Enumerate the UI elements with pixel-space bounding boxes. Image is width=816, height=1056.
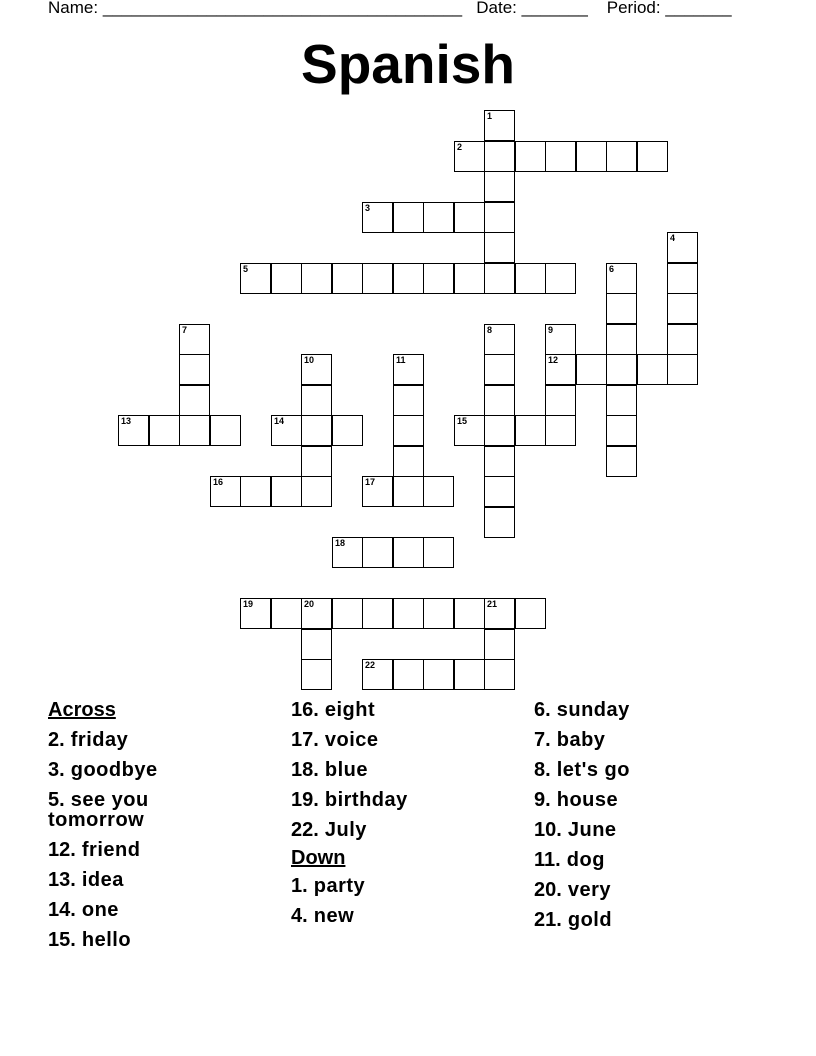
clue-item [48, 790, 198, 830]
cell-number: 5 [243, 264, 249, 274]
clue-item [48, 870, 198, 890]
grid-cell[interactable] [179, 324, 210, 355]
grid-cell[interactable] [301, 263, 332, 294]
clue-number: 16. [291, 699, 319, 721]
clue-item [291, 790, 441, 810]
grid-cell[interactable] [667, 324, 698, 355]
grid-cell[interactable] [271, 263, 302, 294]
cell-number: 10 [304, 355, 315, 365]
cell-number: 19 [243, 599, 254, 609]
clue-text: goodbye [64, 759, 158, 781]
cell-number: 7 [182, 325, 188, 335]
clue-text: birthday [318, 789, 408, 811]
clue-text: new [307, 905, 355, 927]
clue-item [534, 880, 684, 900]
cell-number: 17 [365, 477, 376, 487]
clue-text: hello [75, 929, 132, 951]
clue-item [534, 910, 684, 930]
grid-cell[interactable] [393, 202, 424, 233]
clue-column-1 [48, 700, 198, 960]
name-label: Name: [48, 0, 99, 17]
clue-text: baby [550, 729, 606, 751]
clue-number: 17. [291, 729, 319, 751]
grid-cell[interactable] [606, 141, 637, 172]
grid-cell[interactable] [271, 476, 302, 507]
grid-cell[interactable] [454, 263, 485, 294]
grid-cell[interactable] [545, 141, 576, 172]
grid-cell[interactable] [179, 415, 210, 446]
across-heading: Across [48, 699, 116, 721]
cell-number: 22 [365, 660, 376, 670]
grid-cell[interactable] [240, 476, 271, 507]
clue-text: blue [318, 759, 368, 781]
grid-cell[interactable] [332, 263, 363, 294]
clue-number: 2. [48, 729, 65, 751]
grid-cell[interactable] [606, 324, 637, 355]
clue-item [534, 730, 684, 750]
grid-cell[interactable] [454, 202, 485, 233]
clue-item [48, 730, 198, 750]
grid-cell[interactable] [667, 293, 698, 324]
grid-cell[interactable] [118, 415, 149, 446]
grid-cell[interactable] [149, 415, 180, 446]
grid-cell[interactable] [606, 293, 637, 324]
cell-number: 16 [213, 477, 224, 487]
grid-cell[interactable] [515, 263, 546, 294]
grid-cell[interactable] [301, 659, 332, 690]
grid-cell[interactable] [423, 598, 454, 629]
clue-number: 20. [534, 879, 562, 901]
clue-number: 5. [48, 789, 65, 811]
clue-number: 11. [534, 849, 561, 871]
grid-cell[interactable] [484, 476, 515, 507]
grid-cell[interactable] [606, 263, 637, 294]
grid-cell[interactable] [271, 598, 302, 629]
cell-number: 2 [457, 142, 463, 152]
clue-item [291, 730, 441, 750]
grid-cell[interactable] [545, 385, 576, 416]
grid-cell[interactable] [393, 537, 424, 568]
clue-column-2 [291, 700, 441, 936]
grid-cell[interactable] [484, 232, 515, 263]
cell-number: 20 [304, 599, 315, 609]
grid-cell[interactable] [484, 507, 515, 538]
clue-item [534, 850, 684, 870]
clue-text: gold [561, 909, 613, 931]
down-clue-list [291, 876, 441, 926]
clue-item [48, 900, 198, 920]
grid-cell[interactable] [393, 385, 424, 416]
clue-text: see you tomorrow [48, 789, 149, 831]
grid-cell[interactable] [484, 354, 515, 385]
clue-number: 6. [534, 699, 551, 721]
period-blank[interactable]: _______ [665, 0, 732, 17]
clue-item [291, 760, 441, 780]
grid-cell[interactable] [393, 476, 424, 507]
page-title: Spanish [301, 33, 515, 95]
clue-number: 15. [48, 929, 76, 951]
grid-cell[interactable] [301, 476, 332, 507]
grid-cell[interactable] [301, 446, 332, 477]
grid-cell[interactable] [362, 598, 393, 629]
grid-cell[interactable] [332, 415, 363, 446]
grid-cell[interactable] [576, 354, 607, 385]
grid-cell[interactable] [301, 415, 332, 446]
grid-cell[interactable] [454, 415, 485, 446]
cell-number: 4 [670, 233, 676, 243]
grid-cell[interactable] [667, 263, 698, 294]
clue-text: idea [75, 869, 124, 891]
grid-cell[interactable] [484, 110, 515, 141]
grid-cell[interactable] [393, 598, 424, 629]
clue-item [534, 820, 684, 840]
name-blank[interactable]: ______________________________________ [102, 0, 463, 17]
clue-text: very [561, 879, 612, 901]
clue-text: July [318, 819, 367, 841]
clue-text: one [75, 899, 119, 921]
grid-cell[interactable] [179, 354, 210, 385]
down-clue-list-continued [534, 700, 684, 930]
grid-cell[interactable] [606, 354, 637, 385]
grid-cell[interactable] [606, 385, 637, 416]
grid-cell[interactable] [454, 659, 485, 690]
grid-cell[interactable] [423, 263, 454, 294]
grid-cell[interactable] [362, 537, 393, 568]
grid-cell[interactable] [637, 141, 668, 172]
grid-cell[interactable] [393, 446, 424, 477]
grid-cell[interactable] [362, 659, 393, 690]
clue-text: friday [64, 729, 129, 751]
grid-cell[interactable] [423, 476, 454, 507]
clue-item [48, 930, 198, 950]
cell-number: 12 [548, 355, 559, 365]
clue-item [291, 820, 441, 840]
grid-cell[interactable] [606, 446, 637, 477]
clue-item [291, 700, 441, 720]
clue-text: eight [318, 699, 376, 721]
cell-number: 21 [487, 599, 498, 609]
grid-cell[interactable] [484, 324, 515, 355]
clue-number: 3. [48, 759, 65, 781]
grid-cell[interactable] [545, 354, 576, 385]
clue-number: 13. [48, 869, 76, 891]
clue-number: 21. [534, 909, 562, 931]
clue-item [534, 760, 684, 780]
cell-number: 8 [487, 325, 493, 335]
grid-cell[interactable] [393, 659, 424, 690]
grid-cell[interactable] [271, 415, 302, 446]
cell-number: 3 [365, 203, 371, 213]
cell-number: 9 [548, 325, 554, 335]
grid-cell[interactable] [484, 446, 515, 477]
grid-cell[interactable] [484, 385, 515, 416]
clue-number: 7. [534, 729, 551, 751]
cell-number: 18 [335, 538, 346, 548]
clue-number: 22. [291, 819, 319, 841]
down-heading: Down [291, 847, 346, 869]
grid-cell[interactable] [362, 202, 393, 233]
grid-cell[interactable] [637, 354, 668, 385]
grid-cell[interactable] [210, 415, 241, 446]
grid-cell[interactable] [484, 598, 515, 629]
grid-cell[interactable] [423, 537, 454, 568]
grid-cell[interactable] [515, 598, 546, 629]
cell-number: 15 [457, 416, 468, 426]
cell-number: 6 [609, 264, 615, 274]
clue-item [291, 876, 441, 896]
grid-cell[interactable] [423, 659, 454, 690]
grid-cell[interactable] [301, 629, 332, 660]
grid-cell[interactable] [515, 415, 546, 446]
clue-number: 12. [48, 839, 76, 861]
clue-text: party [307, 875, 366, 897]
grid-cell[interactable] [362, 476, 393, 507]
clue-number: 4. [291, 905, 308, 927]
grid-cell[interactable] [576, 141, 607, 172]
grid-cell[interactable] [484, 629, 515, 660]
grid-cell[interactable] [210, 476, 241, 507]
cell-number: 14 [274, 416, 285, 426]
across-clue-list [48, 730, 198, 950]
period-label: Period: [606, 0, 661, 17]
cell-number: 13 [121, 416, 132, 426]
grid-cell[interactable] [515, 141, 546, 172]
grid-cell[interactable] [240, 263, 271, 294]
clue-number: 10. [534, 819, 562, 841]
grid-cell[interactable] [454, 141, 485, 172]
grid-cell[interactable] [423, 202, 454, 233]
grid-cell[interactable] [332, 598, 363, 629]
grid-cell[interactable] [484, 415, 515, 446]
grid-cell[interactable] [454, 598, 485, 629]
clue-number: 18. [291, 759, 319, 781]
grid-cell[interactable] [332, 537, 363, 568]
grid-cell[interactable] [484, 659, 515, 690]
grid-cell[interactable] [545, 324, 576, 355]
grid-cell[interactable] [484, 202, 515, 233]
clue-number: 9. [534, 789, 551, 811]
grid-cell[interactable] [606, 415, 637, 446]
clue-text: June [561, 819, 617, 841]
cell-number: 1 [487, 111, 493, 121]
grid-cell[interactable] [484, 171, 515, 202]
clue-text: house [550, 789, 619, 811]
grid-cell[interactable] [301, 354, 332, 385]
date-blank[interactable]: _______ [521, 0, 588, 17]
grid-cell[interactable] [301, 598, 332, 629]
across-clue-list-continued [291, 700, 441, 840]
clue-number: 19. [291, 789, 319, 811]
clue-text: dog [560, 849, 605, 871]
grid-cell[interactable] [393, 415, 424, 446]
grid-cell[interactable] [362, 263, 393, 294]
grid-cell[interactable] [393, 263, 424, 294]
grid-cell[interactable] [393, 354, 424, 385]
clue-text: voice [318, 729, 379, 751]
clue-item [48, 840, 198, 860]
clue-number: 1. [291, 875, 308, 897]
clue-number: 8. [534, 759, 551, 781]
clue-item [48, 760, 198, 780]
grid-cell[interactable] [301, 385, 332, 416]
grid-cell[interactable] [545, 415, 576, 446]
grid-cell[interactable] [667, 232, 698, 263]
grid-cell[interactable] [179, 385, 210, 416]
clue-text: friend [75, 839, 141, 861]
grid-cell[interactable] [667, 354, 698, 385]
clue-number: 14. [48, 899, 76, 921]
clue-item [534, 790, 684, 810]
date-label: Date: [476, 0, 517, 17]
cell-number: 11 [396, 355, 406, 365]
grid-cell[interactable] [484, 141, 515, 172]
clue-text: let's go [550, 759, 630, 781]
grid-cell[interactable] [484, 263, 515, 294]
grid-cell[interactable] [545, 263, 576, 294]
grid-cell[interactable] [240, 598, 271, 629]
clue-item [534, 700, 684, 720]
clue-item [291, 906, 441, 926]
clue-text: sunday [550, 699, 630, 721]
clue-column-3 [534, 700, 684, 940]
